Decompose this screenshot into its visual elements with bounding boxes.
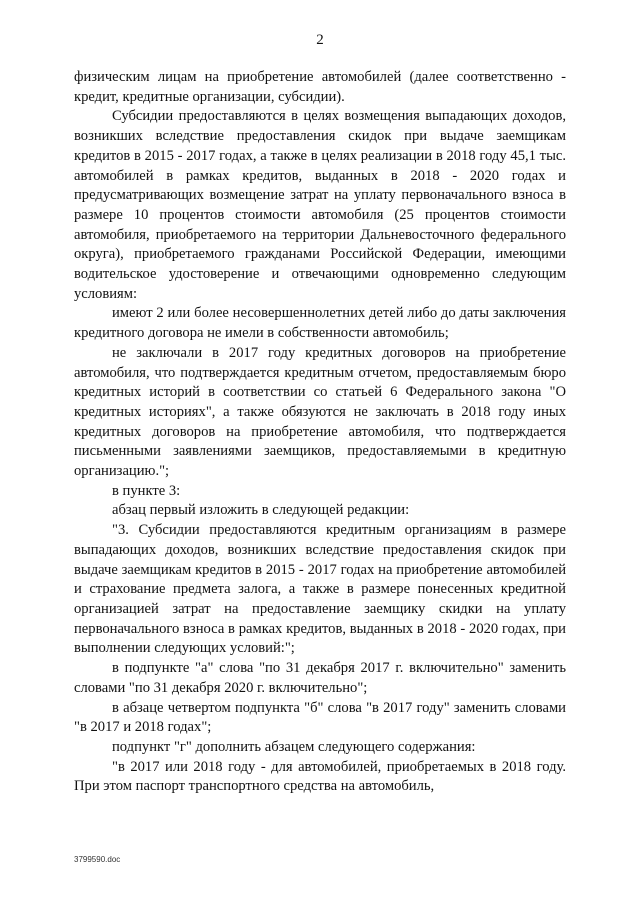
paragraph: в абзаце четвертом подпункта "б" слова "в 2017 году" заменить словами "в 2017 и 2018 годах";: [74, 699, 566, 736]
paragraph: в подпункте "а" слова "по 31 декабря 2017 г. включительно" заменить словами "по 31 декабря 2020 г. включительно";: [74, 660, 566, 696]
paragraph: "3. Субсидии предоставляются кредитным организациям в размере выпадающих доходов, возникших вследствие предоставления скидок при выдаче заемщикам кредитов в 2015 - 2017 годах на приобретение автомобилей и страхование предмета залога, а также в размере понесенных кредитной организацией затрат на предоставление заемщику скидки на уплату первоначального взноса в рамках кредитов, выданных в 2018 - 2020 годах, при выполнении следующих условий:";: [74, 522, 566, 657]
page-number: 2: [316, 32, 324, 48]
paragraph: подпункт "г" дополнить абзацем следующего содержания:: [112, 738, 476, 755]
paragraph: не заключали в 2017 году кредитных договоров на приобретение автомобиля, что подтверждается кредитным отчетом, предоставляемым бюро кредитных историй в соответствии со статьей 6 Федерального закона "О кредитных историях", а также обязуются не заключать в 2018 году иных кредитных договоров на приобретение автомобиля, что подтверждается письменными заявлениями заемщиков, предоставляемыми в кредитную организацию.";: [74, 344, 566, 480]
document-body: [74, 68, 566, 797]
paragraph: "в 2017 или 2018 году - для автомобилей, приобретаемых в 2018 году. При этом паспорт транспортного средства на автомобиль,: [74, 758, 566, 795]
paragraph: в пункте 3:: [112, 482, 181, 499]
paragraph: Субсидии предоставляются в целях возмещения выпадающих доходов, возникших вследствие предоставления скидок при выдаче заемщикам кредитов в 2015 - 2017 годах, а также в целях реализации в 2018 году 45,1 тыс. автомобилей в рамках кредитов, выданных в 2018 - 2020 годах и предусматривающих возмещение затрат на уплату первоначального взноса в размере 10 процентов стоимости автомобиля (25 процентов стоимости автомобиля, приобретаемого на территории Дальневосточного федерального округа), приобретаемого гражданами Российской Федерации, имеющими водительское удостоверение и отвечающими одновременно следующим условиям:: [74, 108, 566, 302]
paragraph: имеют 2 или более несовершеннолетних детей либо до даты заключения кредитного договора не имели в собственности автомобиль;: [74, 305, 566, 342]
document-file-code: 3799590.doc: [74, 855, 121, 864]
paragraph: абзац первый изложить в следующей редакции:: [112, 502, 410, 519]
paragraph: физическим лицам на приобретение автомобилей (далее соответственно - кредит, кредитные организации, субсидии).: [74, 69, 566, 105]
